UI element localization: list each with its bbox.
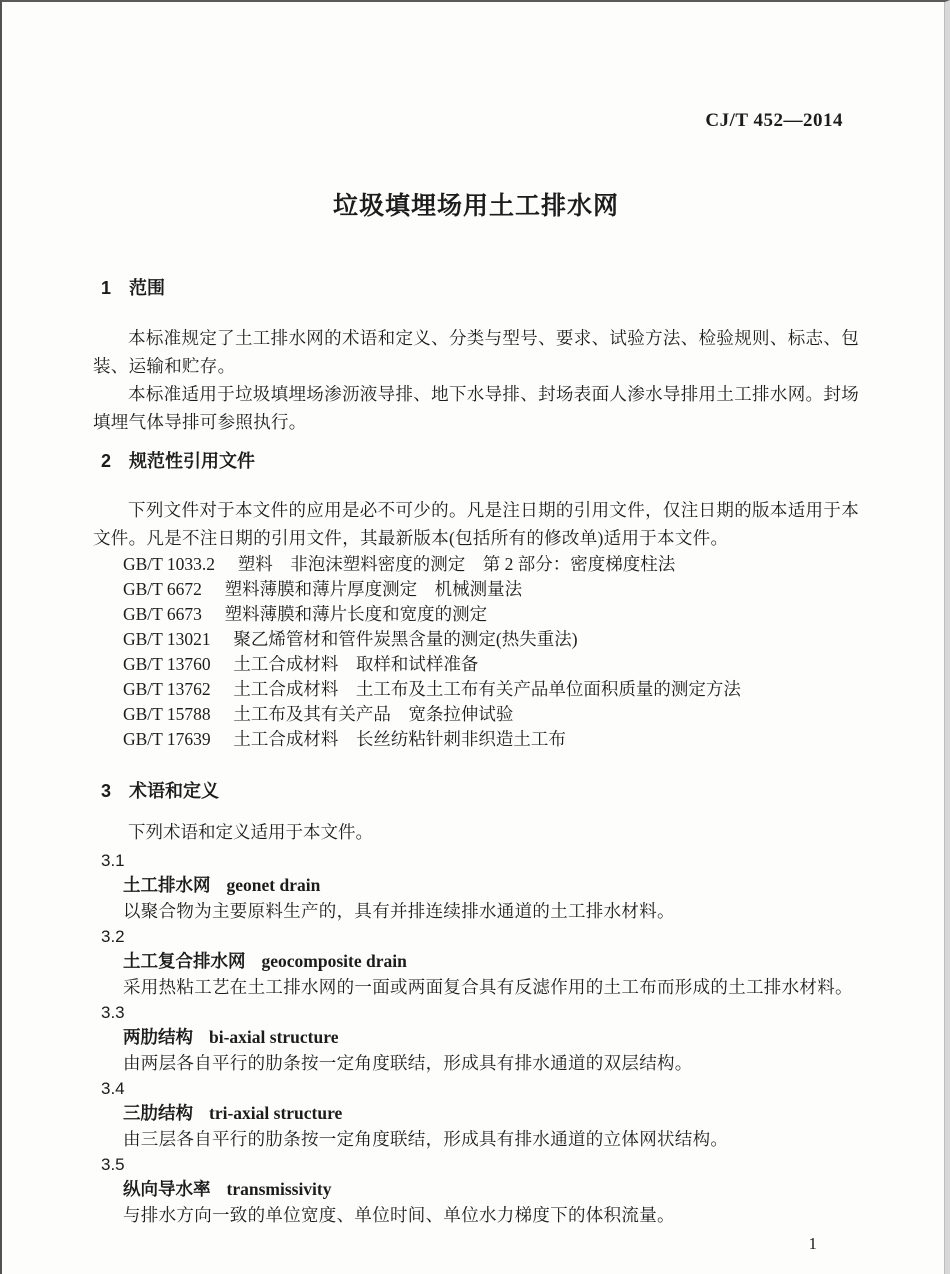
term-name [93, 1025, 859, 1051]
section-number: 3 [101, 781, 112, 801]
term-entry [93, 1000, 859, 1076]
reference-item [93, 652, 859, 677]
term-entry [93, 1152, 859, 1228]
reference-title: 土工合成材料 土工布及土工布有关产品单位面积质量的测定方法 [233, 679, 741, 699]
page-number: 1 [808, 1234, 817, 1253]
document-title: 垃圾填埋场用土工排水网 [332, 192, 619, 220]
section-heading-scope [93, 276, 859, 300]
references-intro: 下列文件对于本文件的应用是必不可少的。凡是注日期的引用文件，仅注日期的版本适用于本文件。凡是不注日期的引用文件，其最新版本(包括所有的修改单)适用于本文件。 [93, 500, 859, 548]
term-english: geonet drain [226, 875, 321, 895]
reference-code: GB/T 6673 [123, 604, 202, 624]
term-number: 3.2 [101, 927, 125, 946]
scope-paragraph-1: 本标准规定了土工排水网的术语和定义、分类与型号、要求、试验方法、检验规则、标志、包装、运输和贮存。 [93, 328, 859, 376]
term-chinese: 三肋结构 [123, 1103, 193, 1123]
term-entry [93, 924, 859, 1000]
term-entry [93, 848, 859, 924]
section-title: 规范性引用文件 [129, 451, 256, 471]
term-number: 3.3 [101, 1003, 125, 1022]
term-english: transmissivity [226, 1179, 332, 1199]
reference-code: GB/T 13760 [123, 654, 211, 674]
term-definition: 由两层各自平行的肋条按一定角度联结，形成具有排水通道的双层结构。 [123, 1053, 693, 1073]
reference-item [93, 727, 859, 752]
reference-item [93, 677, 859, 702]
section-number: 2 [101, 451, 112, 471]
terms-list [93, 848, 859, 1228]
reference-title: 塑料薄膜和薄片长度和宽度的测定 [224, 604, 488, 624]
standard-code: CJ/T 452—2014 [705, 110, 843, 131]
section-title: 术语和定义 [129, 781, 220, 801]
reference-item [93, 627, 859, 652]
term-definition: 以聚合物为主要原料生产的，具有并排连续排水通道的土工排水材料。 [123, 901, 675, 921]
term-name [93, 1177, 859, 1203]
reference-title: 塑料 非泡沫塑料密度的测定 第 2 部分：密度梯度柱法 [237, 554, 676, 574]
term-name [93, 1101, 859, 1127]
term-chinese: 两肋结构 [123, 1027, 193, 1047]
section-number: 1 [101, 278, 112, 298]
term-definition: 由三层各自平行的肋条按一定角度联结，形成具有排水通道的立体网状结构。 [123, 1129, 729, 1149]
term-chinese: 土工复合排水网 [123, 951, 246, 971]
term-definition: 采用热粘工艺在土工排水网的一面或两面复合具有反滤作用的土工布而形成的土工排水材料。 [123, 977, 853, 997]
reference-title: 土工合成材料 取样和试样准备 [233, 654, 479, 674]
references-list [93, 552, 859, 752]
term-number: 3.4 [101, 1079, 125, 1098]
term-name [93, 873, 859, 899]
page-header [93, 2, 859, 132]
term-chinese: 土工排水网 [123, 875, 211, 895]
reference-code: GB/T 13762 [123, 679, 211, 699]
term-english: tri-axial structure [209, 1103, 343, 1123]
section-title: 范围 [129, 278, 166, 298]
reference-code: GB/T 15788 [123, 704, 211, 724]
page-content [2, 2, 945, 1228]
terms-intro: 下列术语和定义适用于本文件。 [128, 822, 373, 842]
reference-item [93, 602, 859, 627]
reference-title: 土工合成材料 长丝纺粘针刺非织造土工布 [233, 729, 566, 749]
reference-code: GB/T 13021 [123, 629, 211, 649]
scope-paragraph-2: 本标准适用于垃圾填埋场渗沥液导排、地下水导排、封场表面人渗水导排用土工排水网。封场填埋气体导排可参照执行。 [93, 384, 859, 432]
reference-item [93, 552, 859, 577]
reference-code: GB/T 6672 [123, 579, 202, 599]
term-name [93, 949, 859, 975]
term-definition: 与排水方向一致的单位宽度、单位时间、单位水力梯度下的体积流量。 [123, 1205, 675, 1225]
reference-title: 土工布及其有关产品 宽条拉伸试验 [233, 704, 514, 724]
term-entry [93, 1076, 859, 1152]
section-heading-terms [93, 779, 859, 803]
term-english: bi-axial structure [209, 1027, 339, 1047]
reference-code: GB/T 17639 [123, 729, 211, 749]
term-chinese: 纵向导水率 [123, 1179, 211, 1199]
term-number: 3.5 [101, 1155, 125, 1174]
term-english: geocomposite drain [261, 951, 407, 971]
reference-item [93, 577, 859, 602]
reference-title: 聚乙烯管材和管件炭黑含量的测定(热失重法) [233, 629, 578, 649]
term-number: 3.1 [101, 851, 125, 870]
reference-item [93, 702, 859, 727]
reference-title: 塑料薄膜和薄片厚度测定 机械测量法 [224, 579, 523, 599]
reference-code: GB/T 1033.2 [123, 554, 216, 574]
section-heading-normative-references [93, 449, 859, 473]
